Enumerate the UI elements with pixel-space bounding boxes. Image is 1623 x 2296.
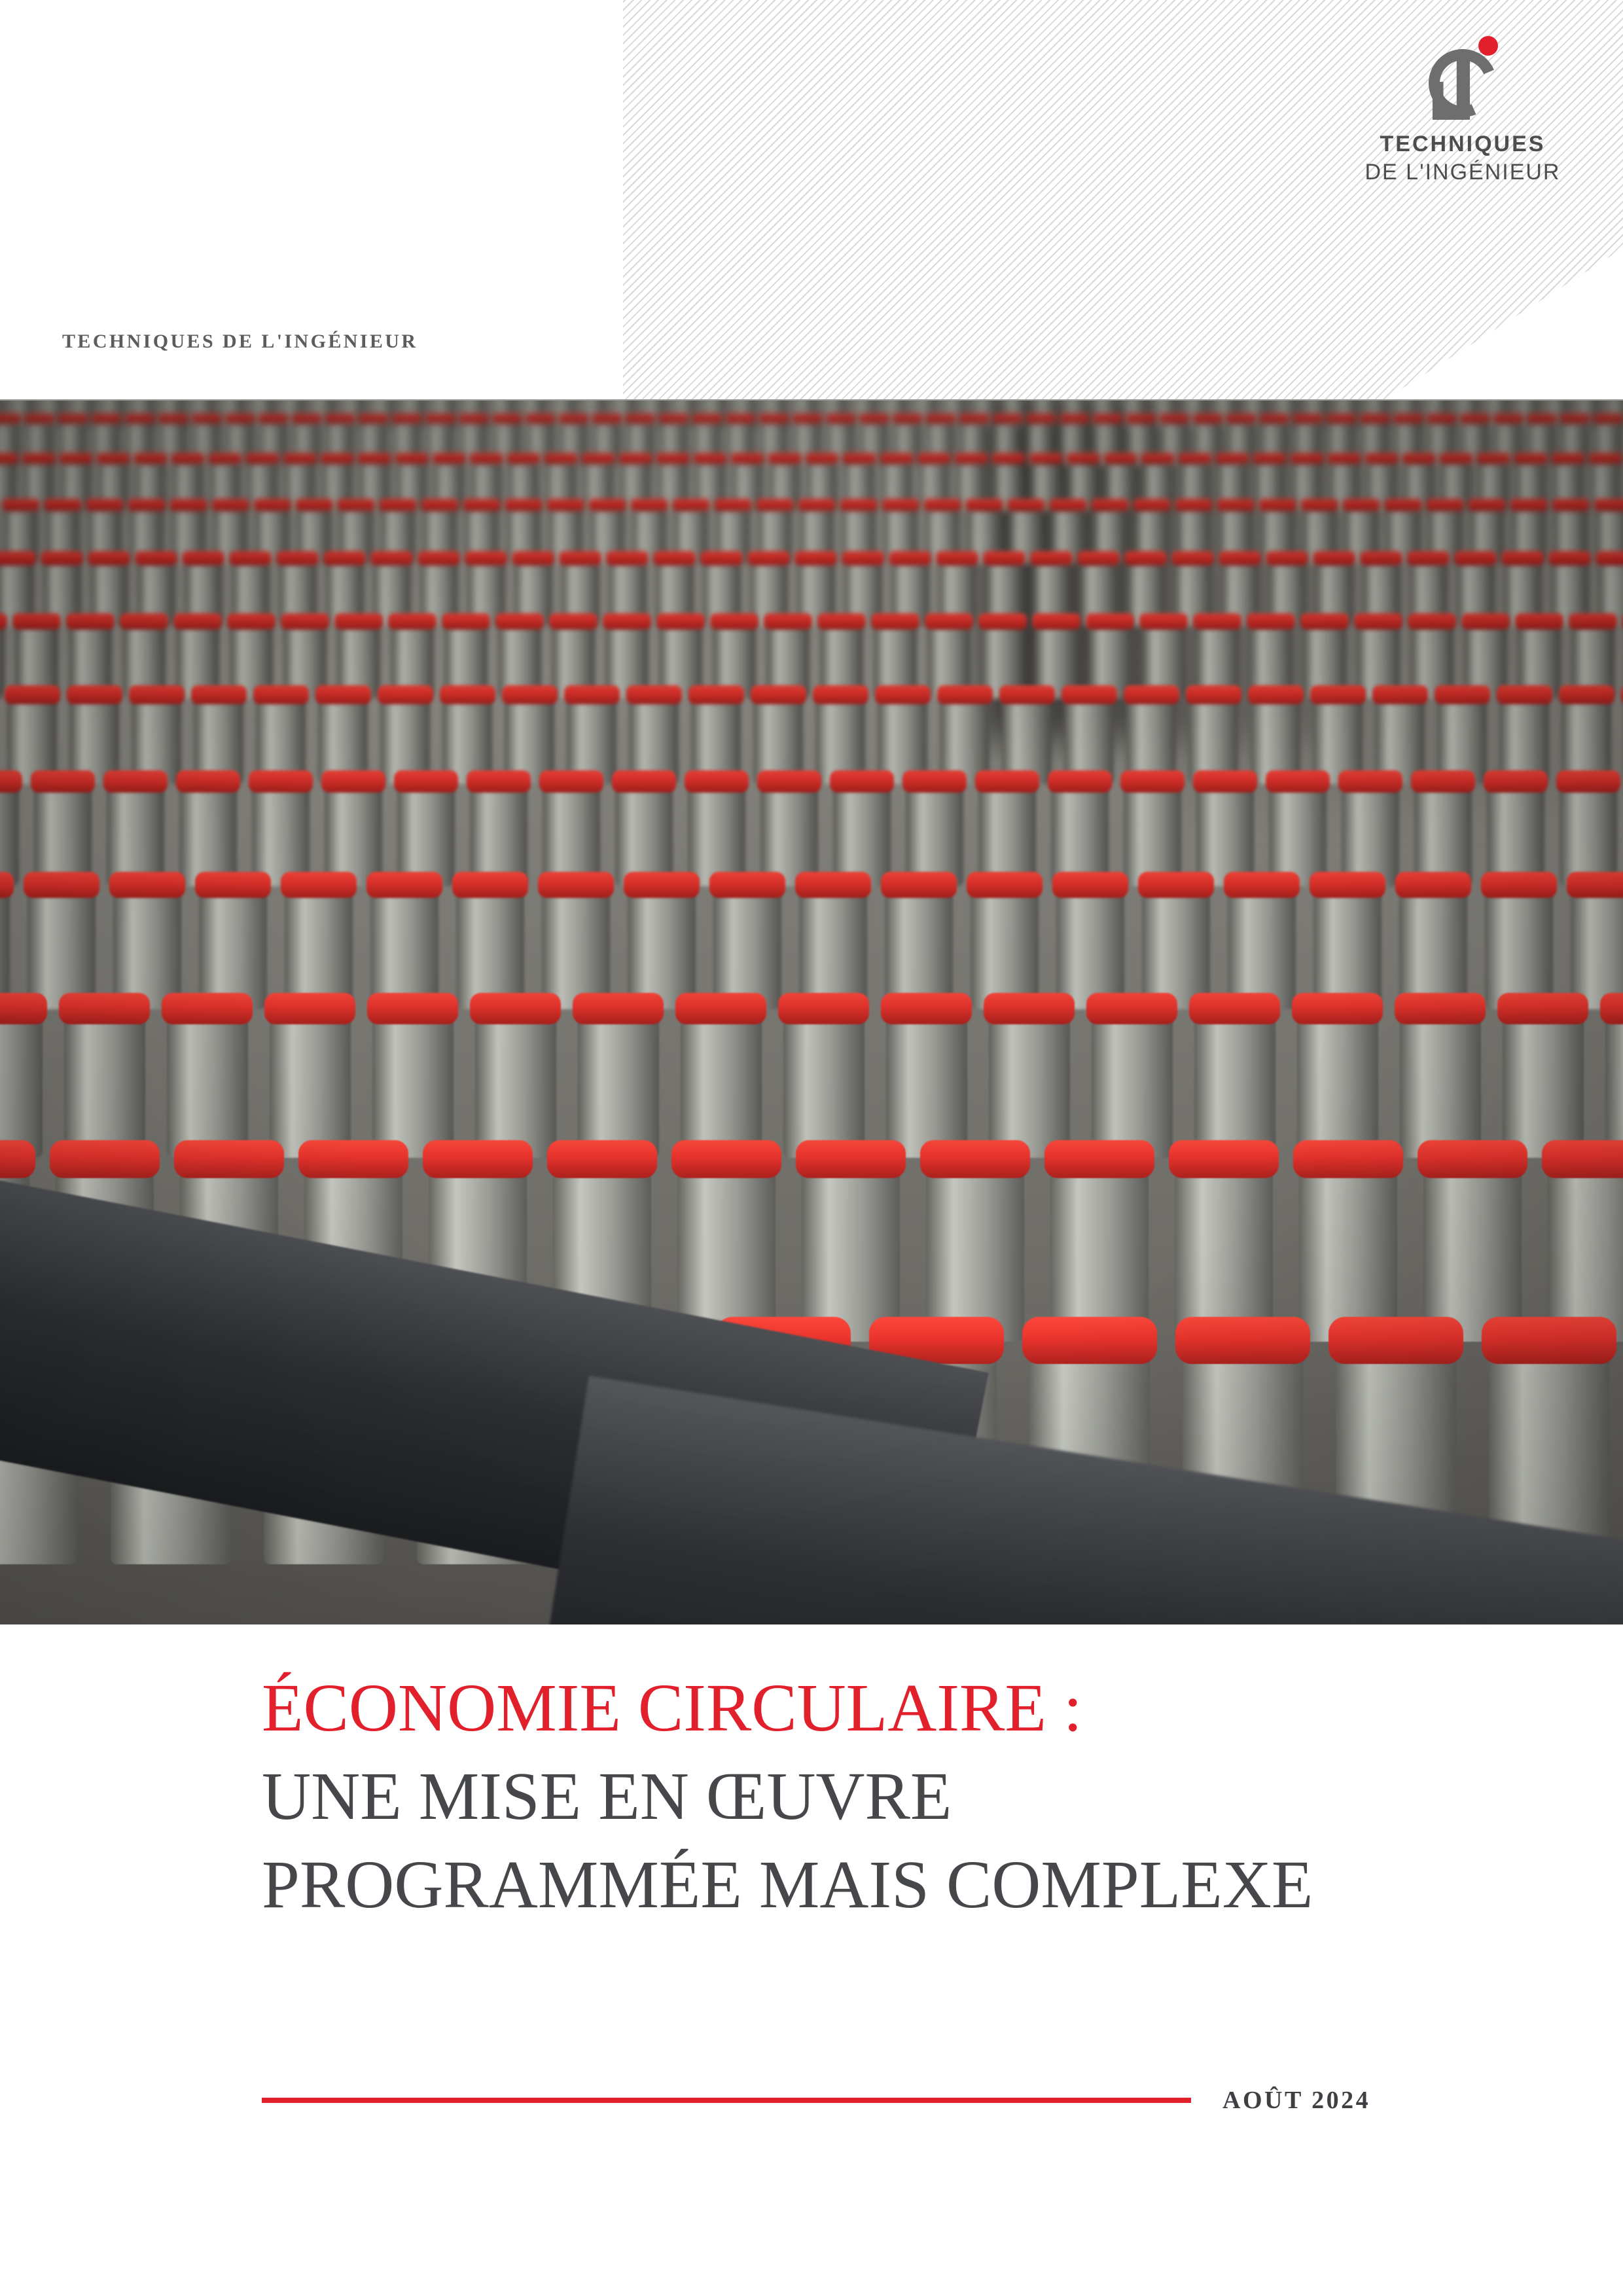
- logo-red-dot-icon: [1478, 36, 1498, 56]
- date-rule: [262, 2098, 1191, 2103]
- title-block: [0, 1624, 1623, 2296]
- photo-vignette: [0, 401, 1623, 1624]
- page-header: [0, 0, 1623, 401]
- publication-date: AOÛT 2024: [1222, 2087, 1371, 2114]
- brand-label: TECHNIQUES DE L'INGÉNIEUR: [62, 331, 418, 352]
- logo-line-1: TECHNIQUES: [1380, 132, 1546, 156]
- title-line-2: UNE MISE EN ŒUVRE: [262, 1759, 952, 1835]
- techniques-de-lingenieur-logo-icon: [1423, 36, 1502, 121]
- title-line-1: ÉCONOMIE CIRCULAIRE :: [262, 1670, 1082, 1746]
- logo-block: [1355, 36, 1571, 186]
- cover-photo: [0, 401, 1623, 1624]
- title-line-3: PROGRAMMÉE MAIS COMPLEXE: [262, 1847, 1313, 1923]
- page-title: [262, 1664, 1538, 1929]
- logo-line-2: DE L'INGÉNIEUR: [1364, 159, 1561, 185]
- date-row: [262, 2086, 1433, 2115]
